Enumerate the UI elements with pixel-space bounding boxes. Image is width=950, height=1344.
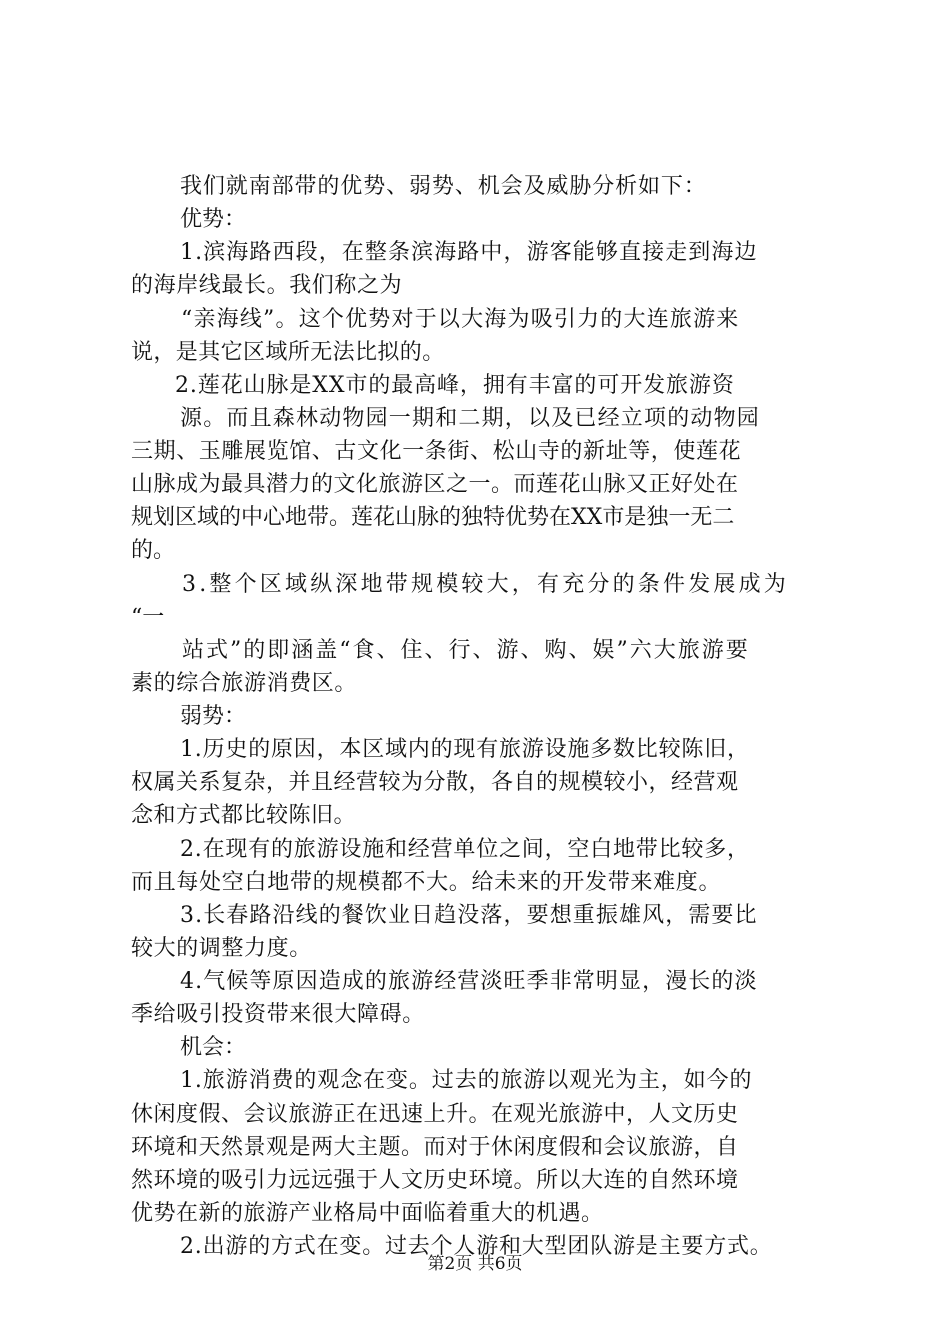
text-line: 规划区域的中心地带。莲花山脉的独特优势在XX市是独一无二: [131, 505, 735, 530]
text-line: 1.旅游消费的观念在变。过去的旅游以观光为主，如今的: [180, 1068, 753, 1093]
text-line: “亲海线”。这个优势对于以大海为吸引力的大连旅游来: [181, 307, 740, 332]
text-line: 3.长春路沿线的餐饮业日趋没落，要想重振雄风，需要比: [180, 903, 758, 928]
text-line: 说，是其它区域所无法比拟的。: [131, 340, 445, 365]
text-line: 念和方式都比较陈旧。: [131, 803, 357, 828]
text-line: “一: [131, 605, 165, 630]
text-line: 2.莲花山脉是XX市的最高峰，拥有丰富的可开发旅游资: [175, 373, 735, 398]
section-heading: 弱势：: [180, 704, 247, 729]
page-number-footer: 第2页 共6页: [427, 1254, 523, 1274]
text-line: 站式”的即涵盖“食、住、行、游、购、娱”六大旅游要: [182, 638, 750, 663]
text-line: 我们就南部带的优势、弱势、机会及威胁分析如下：: [180, 174, 707, 199]
text-line: 然环境的吸引力远远强于人文历史环境。所以大连的自然环境: [131, 1168, 739, 1193]
text-line: 素的综合旅游消费区。: [131, 671, 358, 696]
text-line: 三期、玉雕展览馆、古文化一条街、松山寺的新址等，使莲花: [131, 439, 742, 464]
text-line: 1.历史的原因，本区域内的现有旅游设施多数比较陈旧，: [180, 737, 750, 762]
text-line: 4.气候等原因造成的旅游经营淡旺季非常明显，漫长的淡: [180, 969, 758, 994]
text-line: 权属关系复杂，并且经营较为分散，各自的规模较小，经营观: [131, 770, 739, 795]
text-line: 源。而且森林动物园一期和二期，以及已经立项的动物园: [180, 406, 761, 431]
text-line: 优势在新的旅游产业格局中面临着重大的机遇。: [131, 1201, 604, 1226]
text-line: 的。: [131, 538, 176, 563]
text-line: 山脉成为最具潜力的文化旅游区之一。而莲花山脉又正好处在: [131, 472, 739, 497]
text-line: 季给吸引投资带来很大障碍。: [131, 1002, 425, 1027]
text-line: 2.在现有的旅游设施和经营单位之间，空白地带比较多，: [180, 837, 750, 862]
text-line: 1.滨海路西段，在整条滨海路中，游客能够直接走到海边: [180, 240, 758, 265]
text-line: 环境和天然景观是两大主题。而对于休闲度假和会议旅游，自: [131, 1135, 739, 1160]
text-line: 3.整个区域纵深地带规模较大，有充分的条件发展成为: [182, 572, 789, 597]
text-line: 较大的调整力度。: [131, 936, 312, 961]
text-line: 的海岸线最长。我们称之为: [131, 273, 403, 298]
section-heading: 优势：: [180, 207, 247, 232]
text-line: 2.出游的方式在变。过去个人游和大型团队游是主要方式。: [180, 1234, 773, 1259]
section-heading: 机会：: [180, 1035, 247, 1060]
text-line: 而且每处空白地带的规模都不大。给未来的开发带来难度。: [131, 870, 722, 895]
text-line: 休闲度假、会议旅游正在迅速上升。在观光旅游中，人文历史: [131, 1102, 739, 1127]
